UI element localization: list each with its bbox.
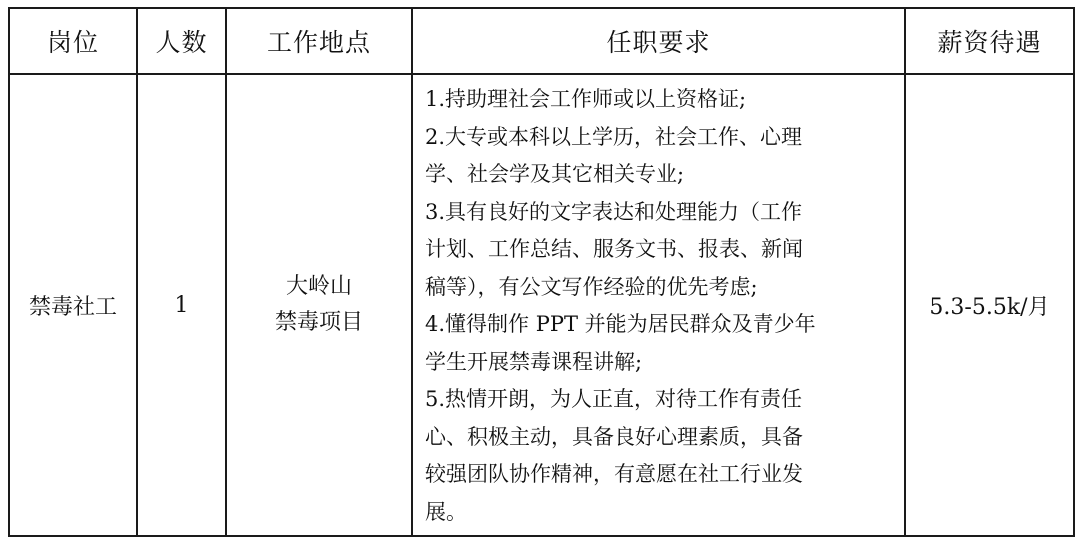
location-line: 禁毒项目: [274, 310, 363, 335]
requirement-line: 稿等），有公文写作经验的优先考虑;: [425, 274, 758, 299]
cell-location: [226, 74, 412, 536]
requirement-line: 心、积极主动，具备良好心理素质，具备: [425, 424, 803, 449]
requirement-line: 2.大专或本科以上学历，社会工作、心理: [425, 124, 803, 149]
requirement-line: 5.热情开朗，为人正直，对待工作有责任: [425, 387, 803, 411]
requirement-line: 学、社会学及其它相关专业;: [425, 162, 685, 186]
job-table: [8, 7, 1075, 537]
requirement-line: 1.持助理社会工作师或以上资格证;: [425, 87, 747, 111]
header-position: 岗位: [9, 8, 137, 74]
cell-requirements: [412, 74, 905, 536]
requirement-line: 学生开展禁毒课程讲解;: [425, 349, 643, 374]
table-row: [9, 74, 1074, 536]
cell-salary: 5.3-5.5k/月: [905, 74, 1074, 536]
location-line: 大岭山: [285, 274, 352, 299]
header-requirements: 任职要求: [412, 8, 905, 74]
header-row: [9, 8, 1074, 74]
header-salary: 薪资待遇: [905, 8, 1074, 74]
requirement-line: 展。: [425, 499, 467, 524]
requirement-line: 计划、工作总结、服务文书、报表、新闻: [425, 237, 803, 261]
header-count: 人数: [137, 8, 226, 74]
requirement-line: 较强团队协作精神，有意愿在社工行业发: [425, 462, 803, 486]
requirement-line: 3.具有良好的文字表达和处理能力（工作: [425, 199, 803, 224]
requirement-line: 4.懂得制作 PPT 并能为居民群众及青少年: [425, 312, 816, 336]
cell-count: 1: [137, 74, 226, 536]
cell-position: 禁毒社工: [9, 74, 137, 536]
header-location: 工作地点: [226, 8, 412, 74]
